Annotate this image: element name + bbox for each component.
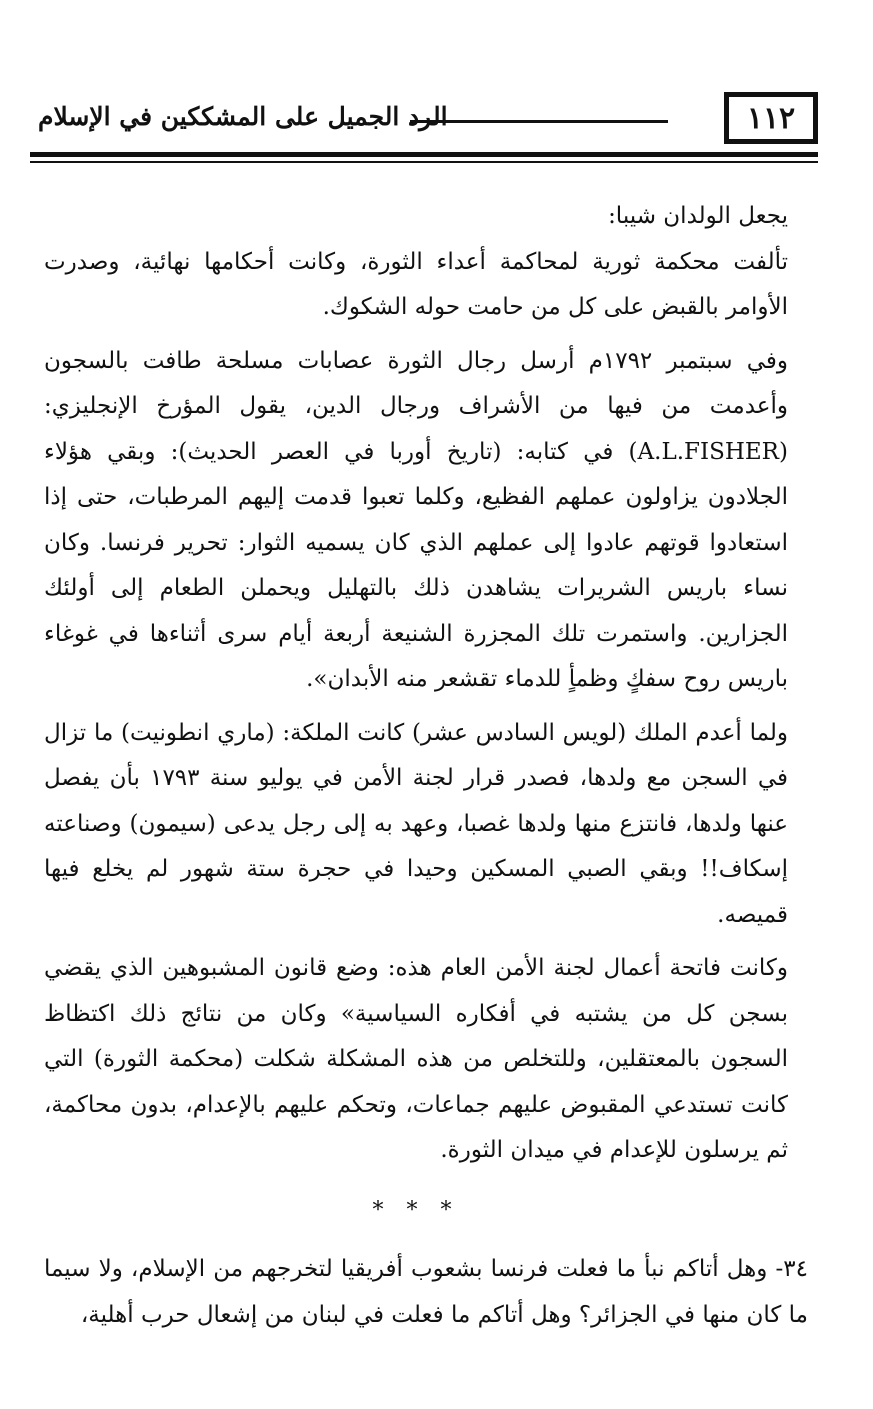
paragraph-tribunal: تألفت محكمة ثورية لمحاكمة أعداء الثورة، وكانت أحكامها نهائية، وصدرت الأوامر بالقبض على كل من حامت حوله الشكوك. (44, 248, 788, 320)
paragraph-suspects-law: وكانت فاتحة أعمال لجنة الأمن العام هذه: وضع قانون المشبوهين الذي يقضي بسجن كل من يشتبه في أفكاره السياسية» وكان من نتائج ذلك اكتظاظ السجون بالمعتقلين، وللتخلص من هذه المشكلة شكلت (محكمة الثورة) التي كانت تستدعي المقبوض عليهم جماعات، وتحكم عليهم بالإعدام، بدون محاكمة، ثم يرسلون للإعدام في ميدان الثورة. (44, 955, 788, 1163)
paragraph-september-massacre: وفي سبتمبر ١٧٩٢م أرسل رجال الثورة عصابات مسلحة طافت بالسجون وأعدمت من فيها من الأشراف ورجال الدين، يقول المؤرخ الإنجليزي: (A.L.FISHER) في كتابه: (تاريخ أوربا في العصر الحديث): وبقي هؤلاء الجلادون يزاولون عملهم الفظيع، وكلما تعبوا قدمت إليهم المرطبات، حتى إذا استعادوا قوتهم عادوا إلى عملهم الذي كان يسميه الثوار: تحرير فرنسا. وكان نساء باريس الشريرات يشاهدن ذلك بالتهليل ويحملن الطعام إلى أولئك الجزارين. واستمرت تلك المجزرة الشنيعة أربعة أيام سرى أثناءها في غوغاء باريس روح سفكٍ وظمأٍ للدماء تقشعر منه الأبدان». (44, 347, 788, 692)
numbered-item-34: ٣٤- وهل أتاكم نبأ ما فعلت فرنسا بشعوب أفريقيا لتخرجهم من الإسلام، ولا سيما ما كان منها في الجزائر؟ وهل أتاكم ما فعلت في لبنان من إشعال حرب أهلية، (44, 1256, 808, 1328)
section-separator: * * * (372, 1197, 460, 1223)
running-title: الرد الجميل على المشككين في الإسلام (38, 102, 448, 131)
paragraph-intro: يجعل الولدان شيبا: (608, 203, 788, 229)
header-rule-thick (30, 152, 818, 157)
header-divider-line (410, 120, 668, 123)
page-number: ١١٢ (724, 92, 818, 144)
paragraph-marie-antoinette: ولما أعدم الملك (لويس السادس عشر) كانت الملكة: (ماري انطونيت) ما تزال في السجن مع ولدها، فصدر قرار لجنة الأمن في يوليو سنة ١٧٩٣ بأن يفصل عنها ولدها، فانتزع منها ولدها غصبا، وعهد به إلى رجل يدعى (سيمون) وصناعته إسكاف!! وبقي الصبي المسكين وحيدا في حجرة ستة شهور لم يخلع فيها قميصه. (44, 719, 788, 928)
page-body (44, 194, 808, 1346)
page-header (30, 92, 818, 154)
header-rule-thin (30, 161, 818, 163)
